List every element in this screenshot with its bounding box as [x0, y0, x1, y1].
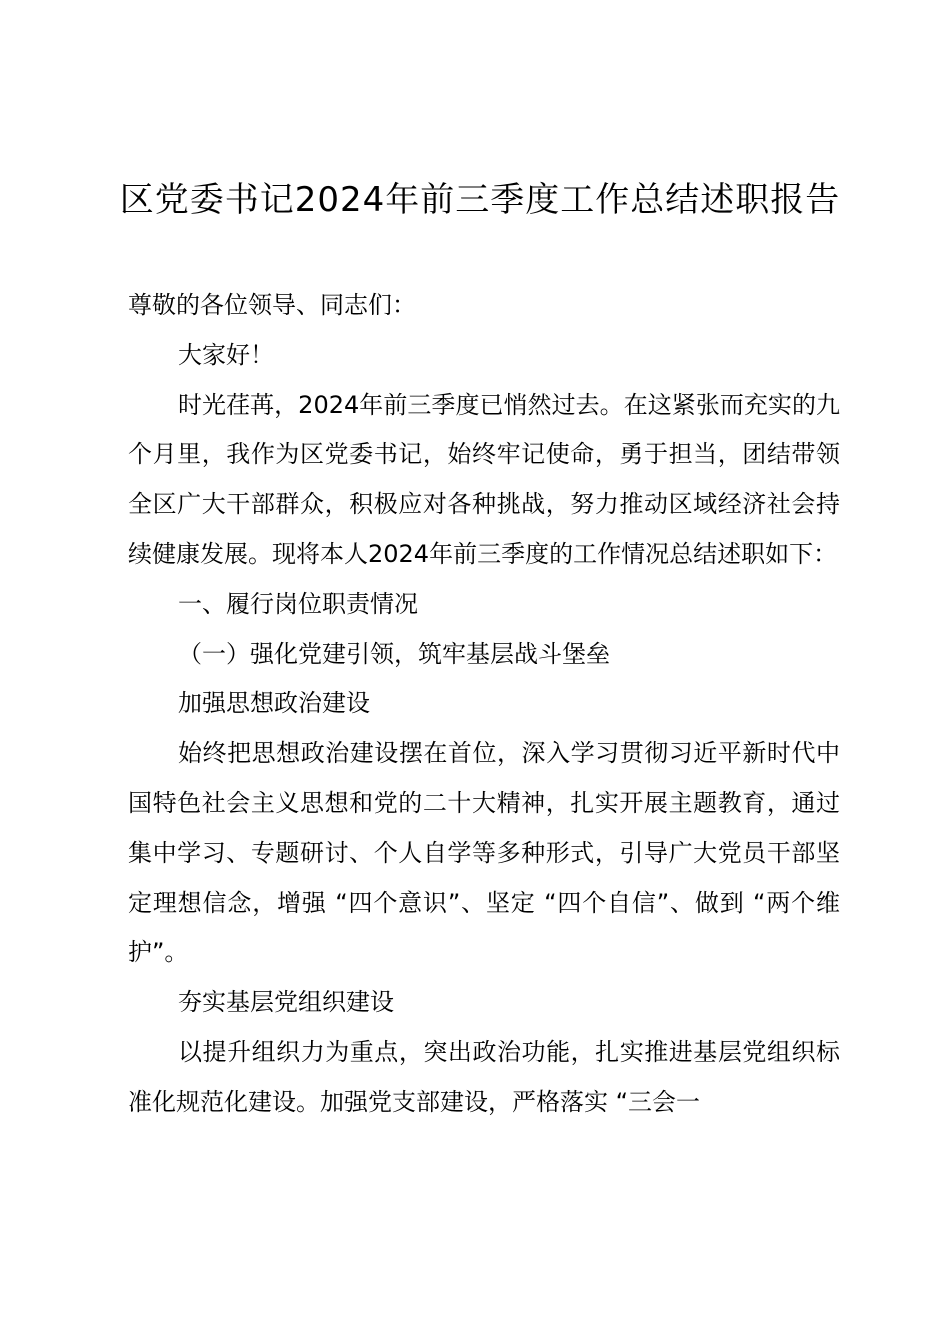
item-heading: 加强思想政治建设 [178, 689, 370, 718]
section-heading: 一、履行岗位职责情况 [178, 589, 418, 618]
intro-paragraph: 时光荏苒，2024年前三季度已悄然过去。在这紧张而充实的九个月里，我作为区党委书记，始终牢记使命，勇于担当，团结带领全区广大干部群众，积极应对各种挑战，努力推动区域经济社会持续健康发展。现将本人2024年前三季度的工作情况总结述职如下： [128, 390, 840, 568]
salutation: 尊敬的各位领导、同志们： [128, 291, 416, 319]
item-heading: 夯实基层党组织建设 [178, 988, 394, 1017]
item-paragraph: 以提升组织力为重点，突出政治功能，扎实推进基层党组织标准化规范化建设。加强党支部建设，严格落实 “三会一 [128, 1037, 840, 1116]
item-paragraph: 始终把思想政治建设摆在首位，深入学习贯彻习近平新时代中国特色社会主义思想和党的二十大精神，扎实开展主题教育，通过集中学习、专题研讨、个人自学等多种形式，引导广大党员干部坚定理想信念，增强 “四个意识”、坚定 “四个自信”、做到 “两个维护”。 [128, 739, 840, 967]
document-title: 区党委书记2024年前三季度工作总结述职报告 [119, 180, 841, 220]
greeting: 大家好！ [178, 340, 274, 369]
subsection-heading: （一）强化党建引领，筑牢基层战斗堡垒 [178, 639, 610, 668]
document-body [128, 281, 840, 1128]
